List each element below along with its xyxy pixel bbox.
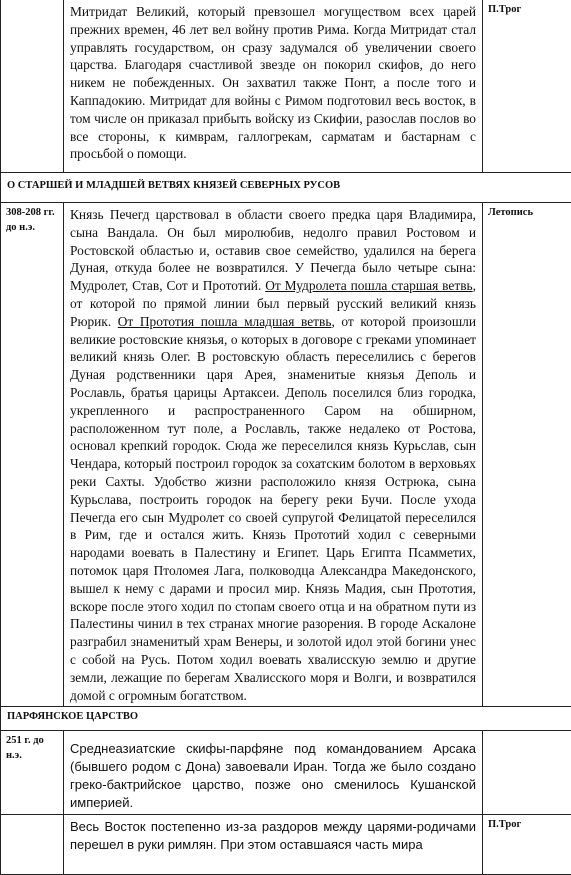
table-row [1, 0, 571, 173]
source-cell [483, 731, 571, 815]
date-cell: 308-208 гг. до н.э. [1, 203, 64, 707]
table-row [1, 815, 571, 875]
source-cell: Летопись [483, 203, 571, 707]
section-title: ПАРФЯНСКОЕ ЦАРСТВО [1, 707, 571, 731]
text-part: Князь Печегд царствовал в области своего предка царя Владимира, сына Вандала. Он был миролюбив, недолго правил Ростовом и Ростовской областью и, оставив свое семейство, удалился на берега Дуная, откуда более не возвратился. У Печегда было четыре сына: Мудролет, Став, Сот и Прототий. [70, 207, 476, 293]
date-cell [1, 0, 64, 173]
text-part: , от которой по прямой линии был первый русский великий князь Рюрик. [70, 278, 476, 329]
text-part: , от которой произошли великие ростовские князья, о которых в договоре с греками упоминает великий князь Олег. В ростовскую область переселились с берегов Дуная родственники царя Арея, знаменитые князья Деполь и Рославль, братья царицы Артаксеи. Деполь поселился близ городка, укрепленного и распространенного Саром на обширном, расположенном тут поле, а Рославль, также недалеко от Ростова, основал крепкий городок. Сюда же переселился князь Курьслав, сын Чендара, который построил городок за сохатским болотом в верховьях реки Сахты. Удобство жизни расположило князя Острюка, сына Курьслава, построить городок на берегу реки Бучи. После ухода Печегда его сын Мудролет со своей супругой Фелицатой переселился в Рим, где и остался жить. Князь Прототий ходил с северными народами воевать в Палестину и Египет. Царь Египта Псамметих, потомок царя Птоломея Лага, полководца Александра Македонского, вышел к нему с дарами и просил мир. Князь Мадия, сын Прототия, вскоре после этого ходил по стопам своего отца и на обратном пути из Палестины чинил в тех странах многие разорения. В городе Аскалоне разграбил знаменитый храм Венеры, и золотой идол этой богини унес с собой на Русь. Потом ходил воевать хвалисскую землю и другие земли, лежащие по берегам Хвалисского моря и Волги, и возвратился домой с огромным богатством. [70, 314, 476, 703]
underlined-text: От Мудролета пошла старшая ветвь [265, 278, 472, 293]
table-row [1, 203, 571, 707]
section-header-row [1, 707, 571, 731]
text-cell: Весь Восток постепенно из-за раздоров между царями-родичами перешел в руки римлян. При этом оставшаяся часть мира [64, 815, 483, 875]
section-header-row [1, 173, 571, 203]
section-title: О СТАРШЕЙ И МЛАДШЕЙ ВЕТВЯХ КНЯЗЕЙ СЕВЕРНЫХ РУСОВ [1, 173, 571, 203]
source-cell: П.Трог [483, 815, 571, 875]
table-row [1, 731, 571, 815]
text-cell: Среднеазиатские скифы-парфяне под командованием Арсака (бывшего родом с Дона) завоевали Иран. Тогда же было создано греко-бактрийское царство, позже оно сменилось Кушанской империей. [64, 731, 483, 815]
date-cell [1, 815, 64, 875]
text-cell [64, 203, 483, 707]
date-cell: 251 г. до н.э. [1, 731, 64, 815]
underlined-text: От Прототия пошла младшая ветвь [118, 314, 332, 329]
source-cell: П.Трог [483, 0, 571, 173]
text-cell: Митридат Великий, который превзошел могуществом всех царей прежних времен, 46 лет вел войну против Рима. Когда Митридат стал управлять государством, он сразу задумался об увеличении своего царства. Благодаря счастливой звезде он покорил скифов, до него никем не побежденных. Он захватил также Понт, а после того и Каппадокию. Митридат для войны с Римом подготовил весь восток, в том числе он приказал прибыть войску из Скифии, разослав послов во все стороны, к кимврам, галлогрекам, сарматам и бастарнам с просьбой о помощи. [64, 0, 483, 173]
